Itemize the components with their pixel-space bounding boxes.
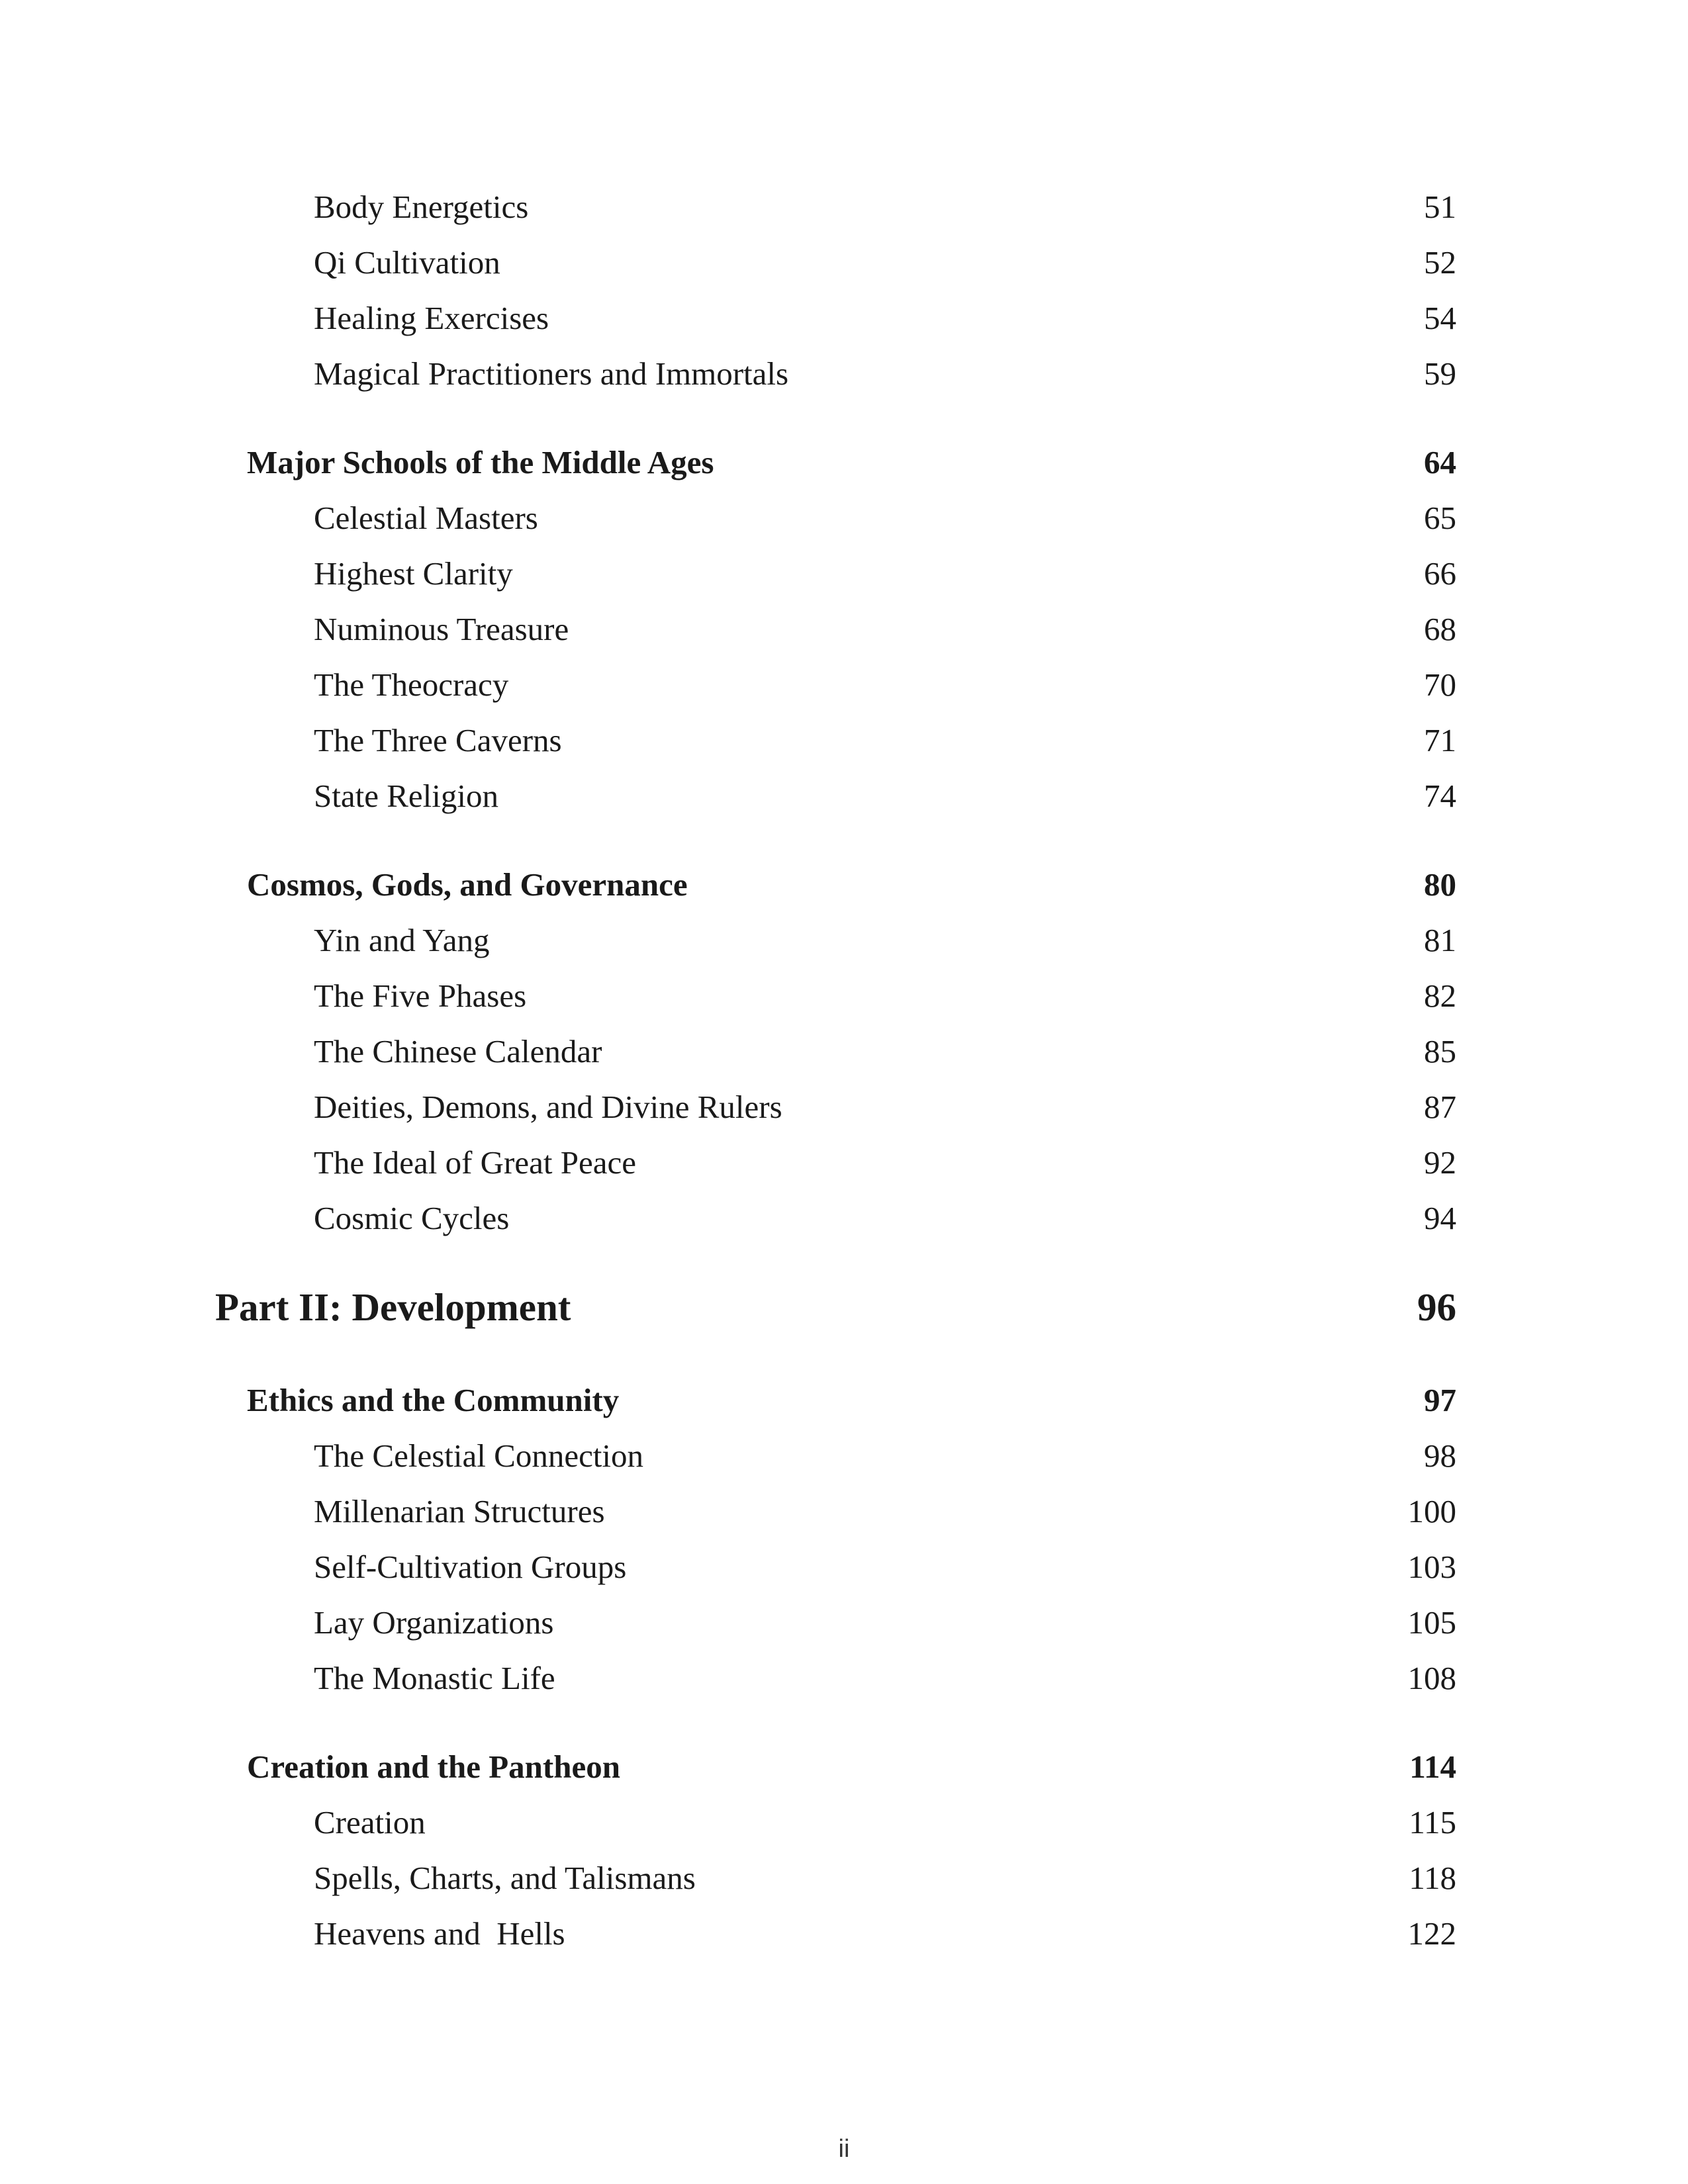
toc-entry-title: The Theocracy — [314, 666, 509, 703]
toc-entry-yin-and-yang[interactable] — [314, 921, 1456, 959]
toc-entry-title: Body Energetics — [314, 189, 529, 225]
toc-entry-lay-organizations[interactable] — [314, 1604, 1456, 1641]
toc-entry-title: The Three Caverns — [314, 722, 562, 758]
toc-entry-title: The Five Phases — [314, 978, 527, 1014]
toc-section-creation-pantheon[interactable] — [247, 1748, 1456, 1786]
toc-entry-the-three-caverns[interactable] — [314, 721, 1456, 759]
toc-entry-heavens-and-hells[interactable] — [314, 1915, 1456, 1952]
toc-entry-state-religion[interactable] — [314, 777, 1456, 815]
toc-section-page: 64 — [1424, 444, 1456, 480]
page-number: ii — [838, 2135, 850, 2163]
toc-entry-title: Spells, Charts, and Talismans — [314, 1860, 696, 1896]
toc-entry-title: Lay Organizations — [314, 1604, 554, 1641]
toc-entry-the-theocracy[interactable] — [314, 666, 1456, 704]
toc-section-major-schools[interactable] — [247, 443, 1456, 481]
toc-section-ethics-community[interactable] — [247, 1381, 1456, 1419]
toc-entry-highest-clarity[interactable] — [314, 555, 1456, 592]
toc-entry-page: 118 — [1409, 1860, 1456, 1896]
toc-entry-page: 70 — [1424, 666, 1456, 703]
toc-entry-page: 94 — [1424, 1200, 1456, 1236]
toc-entry-title: Yin and Yang — [314, 922, 490, 958]
toc-entry-page: 82 — [1424, 978, 1456, 1014]
toc-entry-title: Self-Cultivation Groups — [314, 1549, 627, 1585]
toc-entry-page: 85 — [1424, 1033, 1456, 1069]
toc-section-title: Cosmos, Gods, and Governance — [247, 866, 688, 903]
toc-entry-page: 122 — [1407, 1915, 1456, 1952]
toc-entry-page: 65 — [1424, 500, 1456, 536]
toc-entry-title: Cosmic Cycles — [314, 1200, 510, 1236]
toc-entry-monastic-life[interactable] — [314, 1659, 1456, 1697]
toc-entry-page: 103 — [1407, 1549, 1456, 1585]
toc-part-development[interactable] — [215, 1285, 1456, 1330]
toc-section-title: Ethics and the Community — [247, 1382, 620, 1418]
toc-entry-title: Highest Clarity — [314, 555, 513, 592]
toc-entry-millenarian-structures[interactable] — [314, 1492, 1456, 1530]
toc-section-title: Major Schools of the Middle Ages — [247, 444, 714, 480]
toc-entry-page: 87 — [1424, 1089, 1456, 1125]
toc-entry-page: 54 — [1424, 300, 1456, 336]
toc-part-title: Part II: Development — [215, 1285, 571, 1329]
toc-entry-body-energetics[interactable] — [314, 188, 1456, 226]
toc-entry-page: 115 — [1409, 1804, 1456, 1841]
toc-section-page: 97 — [1424, 1382, 1456, 1418]
toc-entry-page: 74 — [1424, 778, 1456, 814]
toc-entry-qi-cultivation[interactable] — [314, 244, 1456, 281]
toc-entry-title: Qi Cultivation — [314, 244, 500, 281]
toc-entry-magical-practitioners[interactable] — [314, 355, 1456, 392]
toc-entry-chinese-calendar[interactable] — [314, 1032, 1456, 1070]
toc-entry-page: 66 — [1424, 555, 1456, 592]
toc-entry-deities-demons[interactable] — [314, 1088, 1456, 1126]
toc-entry-page: 105 — [1407, 1604, 1456, 1641]
toc-part-page: 96 — [1417, 1285, 1456, 1329]
toc-entry-page: 59 — [1424, 355, 1456, 392]
toc-entry-creation[interactable] — [314, 1803, 1456, 1841]
toc-entry-title: Healing Exercises — [314, 300, 549, 336]
toc-section-page: 80 — [1424, 866, 1456, 903]
toc-entry-title: The Celestial Connection — [314, 1437, 644, 1474]
toc-entry-spells-charts-talismans[interactable] — [314, 1859, 1456, 1897]
toc-entry-healing-exercises[interactable] — [314, 299, 1456, 337]
toc-entry-page: 100 — [1407, 1493, 1456, 1529]
toc-section-cosmos-gods-governance[interactable] — [247, 866, 1456, 903]
toc-entry-title: The Ideal of Great Peace — [314, 1144, 636, 1181]
toc-entry-page: 68 — [1424, 611, 1456, 647]
toc-entry-title: State Religion — [314, 778, 498, 814]
toc-entry-title: Creation — [314, 1804, 426, 1841]
toc-entry-page: 98 — [1424, 1437, 1456, 1474]
toc-entry-title: Magical Practitioners and Immortals — [314, 355, 789, 392]
toc-entry-celestial-connection[interactable] — [314, 1437, 1456, 1475]
toc-entry-page: 92 — [1424, 1144, 1456, 1181]
toc-entry-ideal-great-peace[interactable] — [314, 1144, 1456, 1181]
toc-entry-page: 52 — [1424, 244, 1456, 281]
toc-entry-page: 51 — [1424, 189, 1456, 225]
toc-entry-celestial-masters[interactable] — [314, 499, 1456, 537]
toc-entry-page: 81 — [1424, 922, 1456, 958]
toc-entry-page: 108 — [1407, 1660, 1456, 1696]
toc-entry-title: The Chinese Calendar — [314, 1033, 602, 1069]
toc-entry-numinous-treasure[interactable] — [314, 610, 1456, 648]
toc-section-page: 114 — [1409, 1749, 1456, 1785]
toc-entry-title: Numinous Treasure — [314, 611, 569, 647]
toc-entry-self-cultivation-groups[interactable] — [314, 1548, 1456, 1586]
toc-entry-five-phases[interactable] — [314, 977, 1456, 1015]
toc-section-title: Creation and the Pantheon — [247, 1749, 621, 1785]
toc-entry-cosmic-cycles[interactable] — [314, 1199, 1456, 1237]
toc-entry-title: Millenarian Structures — [314, 1493, 605, 1529]
toc-entry-title: Heavens and Hells — [314, 1915, 565, 1952]
toc-entry-page: 71 — [1424, 722, 1456, 758]
toc-entry-title: Deities, Demons, and Divine Rulers — [314, 1089, 782, 1125]
toc-entry-title: The Monastic Life — [314, 1660, 555, 1696]
toc-entry-title: Celestial Masters — [314, 500, 538, 536]
